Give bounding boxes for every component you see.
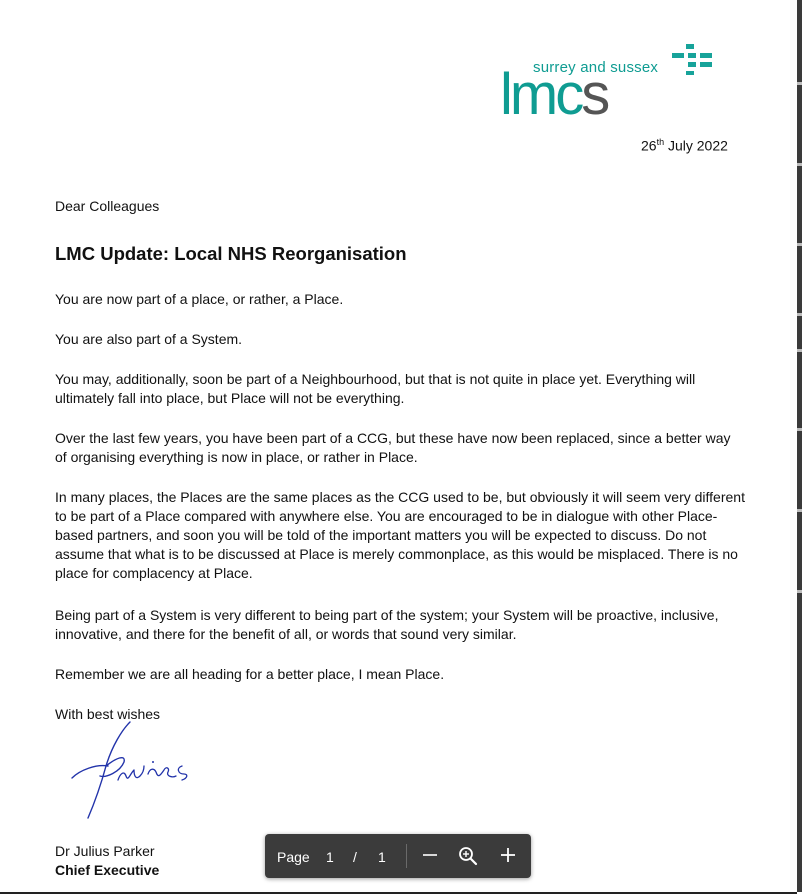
paragraph-6: Being part of a System is very different to being part of the system; your System will be proactive, inclusive, innovative, and there for the benefit of all, or words that sound very similar. (55, 607, 719, 642)
paragraph-1: You are now part of a place, or rather, a Place. (55, 291, 344, 307)
closing: With best wishes (55, 706, 161, 722)
lmc-logo (500, 40, 715, 127)
total-pages: 1 (378, 849, 386, 865)
handwritten-signature (60, 718, 220, 828)
letter-date: 26th July 2022 (641, 137, 728, 154)
zoom-reset-button[interactable] (455, 842, 481, 870)
logo-grid-icon (672, 44, 716, 74)
signer-title: Chief Executive (55, 862, 160, 878)
logo-wordmark-lm: lm (500, 62, 556, 127)
zoom-icon (458, 846, 478, 866)
paragraph-3: You may, additionally, soon be part of a Neighbourhood, but that is not quite in place yet. Everything will ultimately fall into place, but Place will not be everything. (55, 371, 696, 406)
current-page-input[interactable]: 1 (326, 849, 334, 865)
logo-wordmark-s: s (581, 62, 608, 127)
page-separator: / (353, 849, 357, 865)
page-label: Page (277, 849, 310, 865)
signer-name: Dr Julius Parker (55, 843, 155, 859)
window-right-edge (797, 0, 802, 892)
pdf-viewer-toolbar (265, 834, 531, 878)
plus-icon (499, 846, 517, 864)
logo-wordmark-c: c (555, 62, 582, 127)
logo-wordmark (500, 62, 608, 127)
salutation: Dear Colleagues (55, 198, 160, 214)
paragraph-5: In many places, the Places are the same places as the CCG used to be, but obviously it will seem very different to be part of a Place compared with anywhere else. You are encouraged to be in dialogue with other Place-based partners, and soon you will be told of the important matters you will be expected to discuss. Do not assume that what is to be discussed at Place is merely commonplace, as this would be misplaced. There is no place for complacency at Place. (55, 489, 745, 581)
paragraph-4: Over the last few years, you have been part of a CCG, but these have now been replaced, since a better way of organising everything is now in place, or rather in Place. (55, 430, 731, 465)
letter-heading: LMC Update: Local NHS Reorganisation (55, 243, 407, 264)
zoom-out-button[interactable] (417, 842, 443, 870)
logo-subtitle: surrey and sussex (533, 59, 659, 76)
zoom-in-button[interactable] (495, 842, 521, 870)
minus-icon (421, 846, 439, 864)
toolbar-divider (406, 844, 407, 868)
paragraph-7: Remember we are all heading for a better place, I mean Place. (55, 666, 445, 682)
paragraph-2: You are also part of a System. (55, 331, 243, 347)
